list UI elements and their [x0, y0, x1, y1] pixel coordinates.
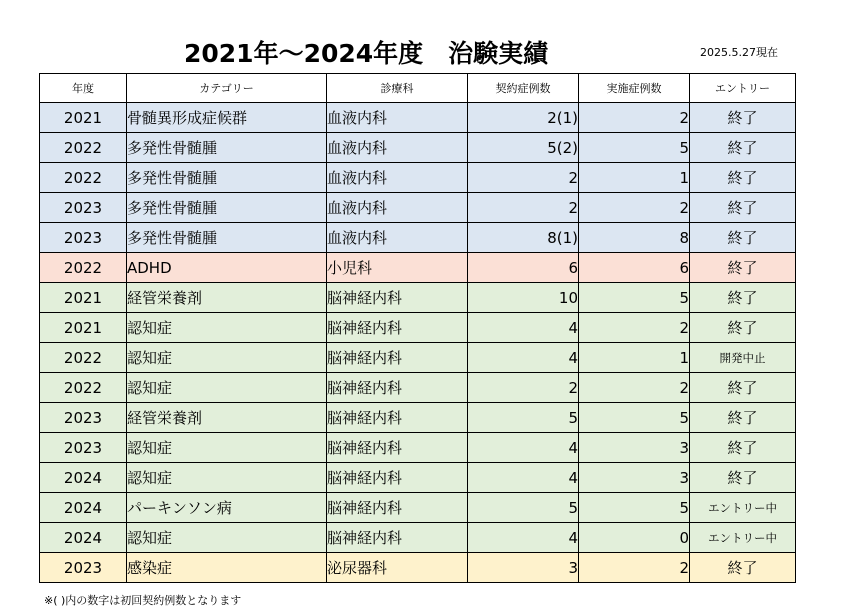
cell-contracted-cases: 4 [468, 433, 579, 463]
cell-year: 2021 [40, 313, 127, 343]
cell-year: 2024 [40, 463, 127, 493]
table-row [40, 403, 796, 433]
table-row [40, 493, 796, 523]
cell-department: 脳神経内科 [327, 463, 468, 493]
table-row [40, 223, 796, 253]
cell-department: 血液内科 [327, 133, 468, 163]
cell-entry-status: 終了 [690, 433, 796, 463]
cell-entry-status: エントリー中 [690, 523, 796, 553]
cell-contracted-cases: 2(1) [468, 103, 579, 133]
header-contracted-cases: 契約症例数 [468, 74, 579, 103]
cell-category: 経管栄養剤 [127, 403, 327, 433]
cell-year: 2024 [40, 493, 127, 523]
cell-year: 2022 [40, 343, 127, 373]
cell-department: 脳神経内科 [327, 493, 468, 523]
cell-entry-status: 終了 [690, 103, 796, 133]
cell-department: 泌尿器科 [327, 553, 468, 583]
cell-entry-status: 開発中止 [690, 343, 796, 373]
table-row [40, 343, 796, 373]
cell-year: 2022 [40, 133, 127, 163]
cell-department: 脳神経内科 [327, 313, 468, 343]
cell-department: 血液内科 [327, 163, 468, 193]
cell-entry-status: 終了 [690, 313, 796, 343]
cell-entry-status: 終了 [690, 403, 796, 433]
cell-department: 脳神経内科 [327, 403, 468, 433]
cell-department: 脳神経内科 [327, 283, 468, 313]
cell-department: 血液内科 [327, 103, 468, 133]
cell-category: 多発性骨髄腫 [127, 193, 327, 223]
cell-category: 骨髄異形成症候群 [127, 103, 327, 133]
cell-performed-cases: 1 [579, 163, 690, 193]
table-row [40, 133, 796, 163]
clinical-trial-table [39, 73, 796, 583]
cell-performed-cases: 5 [579, 493, 690, 523]
cell-performed-cases: 5 [579, 283, 690, 313]
cell-department: 脳神経内科 [327, 373, 468, 403]
cell-contracted-cases: 6 [468, 253, 579, 283]
cell-entry-status: 終了 [690, 223, 796, 253]
cell-entry-status: 終了 [690, 163, 796, 193]
cell-year: 2024 [40, 523, 127, 553]
cell-year: 2022 [40, 163, 127, 193]
cell-department: 血液内科 [327, 193, 468, 223]
cell-performed-cases: 2 [579, 373, 690, 403]
cell-contracted-cases: 5 [468, 493, 579, 523]
table-row [40, 463, 796, 493]
page-title: 2021年～2024年度 治験実績 [184, 39, 549, 68]
table-row [40, 523, 796, 553]
cell-contracted-cases: 10 [468, 283, 579, 313]
cell-performed-cases: 5 [579, 133, 690, 163]
table-row [40, 313, 796, 343]
cell-contracted-cases: 2 [468, 163, 579, 193]
table-row [40, 193, 796, 223]
cell-contracted-cases: 4 [468, 343, 579, 373]
header-category: カテゴリー [127, 74, 327, 103]
cell-entry-status: 終了 [690, 373, 796, 403]
cell-department: 脳神経内科 [327, 433, 468, 463]
cell-year: 2023 [40, 553, 127, 583]
cell-performed-cases: 5 [579, 403, 690, 433]
table-row [40, 373, 796, 403]
cell-contracted-cases: 5 [468, 403, 579, 433]
table-row [40, 253, 796, 283]
cell-performed-cases: 0 [579, 523, 690, 553]
cell-entry-status: 終了 [690, 133, 796, 163]
cell-performed-cases: 3 [579, 433, 690, 463]
cell-category: パーキンソン病 [127, 493, 327, 523]
cell-category: 感染症 [127, 553, 327, 583]
cell-performed-cases: 6 [579, 253, 690, 283]
cell-entry-status: 終了 [690, 253, 796, 283]
cell-performed-cases: 2 [579, 553, 690, 583]
table-row [40, 553, 796, 583]
cell-performed-cases: 3 [579, 463, 690, 493]
cell-contracted-cases: 4 [468, 463, 579, 493]
table-row [40, 103, 796, 133]
cell-entry-status: エントリー中 [690, 493, 796, 523]
cell-year: 2023 [40, 403, 127, 433]
table-row [40, 283, 796, 313]
cell-year: 2023 [40, 433, 127, 463]
cell-category: 多発性骨髄腫 [127, 223, 327, 253]
cell-category: 多発性骨髄腫 [127, 133, 327, 163]
cell-entry-status: 終了 [690, 553, 796, 583]
cell-contracted-cases: 4 [468, 313, 579, 343]
cell-contracted-cases: 8(1) [468, 223, 579, 253]
cell-year: 2022 [40, 253, 127, 283]
cell-category: 認知症 [127, 313, 327, 343]
cell-category: 認知症 [127, 373, 327, 403]
cell-category: ADHD [127, 253, 327, 283]
table-row [40, 163, 796, 193]
cell-performed-cases: 2 [579, 313, 690, 343]
cell-year: 2023 [40, 223, 127, 253]
cell-performed-cases: 2 [579, 103, 690, 133]
header-performed-cases: 実施症例数 [579, 74, 690, 103]
as-of-date: 2025.5.27現在 [700, 46, 778, 59]
cell-department: 脳神経内科 [327, 343, 468, 373]
header-year: 年度 [40, 74, 127, 103]
cell-category: 多発性骨髄腫 [127, 163, 327, 193]
cell-year: 2023 [40, 193, 127, 223]
cell-entry-status: 終了 [690, 193, 796, 223]
cell-entry-status: 終了 [690, 283, 796, 313]
cell-category: 経管栄養剤 [127, 283, 327, 313]
table-row [40, 433, 796, 463]
cell-category: 認知症 [127, 343, 327, 373]
cell-contracted-cases: 3 [468, 553, 579, 583]
cell-performed-cases: 1 [579, 343, 690, 373]
cell-contracted-cases: 5(2) [468, 133, 579, 163]
cell-department: 小児科 [327, 253, 468, 283]
cell-category: 認知症 [127, 463, 327, 493]
cell-department: 脳神経内科 [327, 523, 468, 553]
cell-entry-status: 終了 [690, 463, 796, 493]
cell-category: 認知症 [127, 433, 327, 463]
cell-department: 血液内科 [327, 223, 468, 253]
cell-performed-cases: 2 [579, 193, 690, 223]
table-header-row [40, 74, 796, 103]
cell-year: 2021 [40, 283, 127, 313]
cell-year: 2022 [40, 373, 127, 403]
header-entry-status: エントリー [690, 74, 796, 103]
cell-category: 認知症 [127, 523, 327, 553]
footnote: ※( )内の数字は初回契約例数となります [44, 594, 242, 607]
cell-performed-cases: 8 [579, 223, 690, 253]
cell-contracted-cases: 4 [468, 523, 579, 553]
cell-contracted-cases: 2 [468, 193, 579, 223]
cell-contracted-cases: 2 [468, 373, 579, 403]
cell-year: 2021 [40, 103, 127, 133]
header-department: 診療科 [327, 74, 468, 103]
